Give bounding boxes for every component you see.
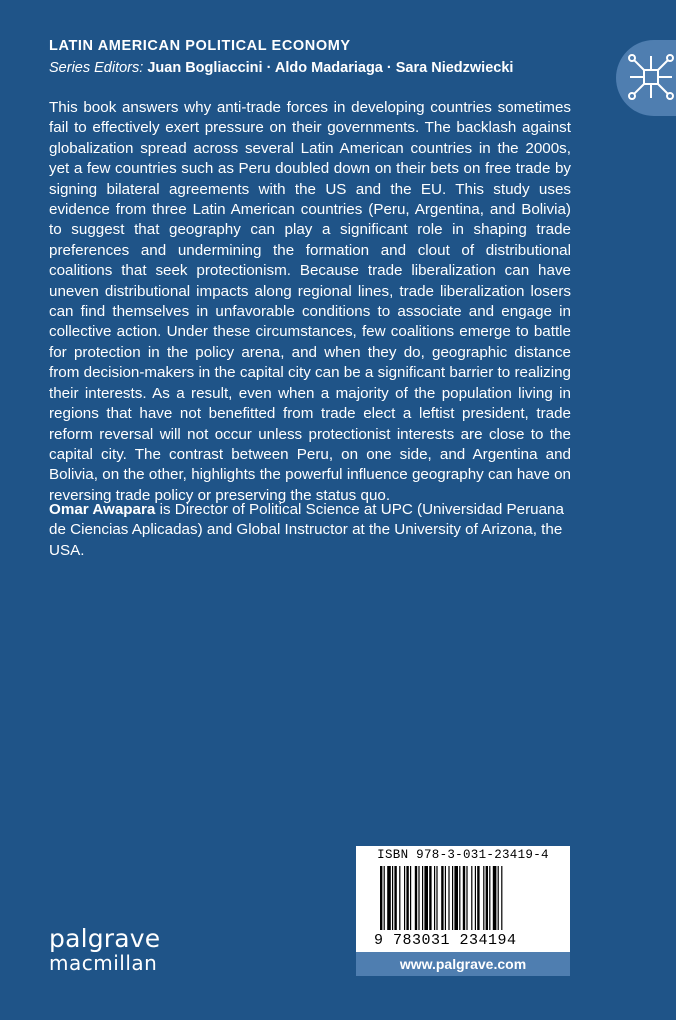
barcode-bar bbox=[445, 866, 446, 930]
barcode-bar bbox=[380, 866, 382, 930]
barcode-bar bbox=[384, 866, 385, 930]
barcode-bar bbox=[424, 866, 428, 930]
author-bio bbox=[49, 500, 577, 561]
barcode-bar bbox=[475, 866, 476, 930]
barcode-bar bbox=[434, 866, 435, 930]
publisher-logo bbox=[49, 926, 160, 974]
barcode-bar bbox=[483, 866, 484, 930]
barcode-bar bbox=[399, 866, 400, 930]
series-title: LATIN AMERICAN POLITICAL ECONOMY bbox=[49, 38, 351, 54]
barcode-bar bbox=[466, 866, 467, 930]
barcode-bar bbox=[415, 866, 417, 930]
barcode-bar bbox=[429, 866, 431, 930]
barcode-bar bbox=[410, 866, 411, 930]
barcode-bar bbox=[486, 866, 488, 930]
barcode-digits: 9 783031 234194 bbox=[374, 932, 517, 949]
series-editors-names: Juan Bogliaccini · Aldo Madariaga · Sara Niedzwiecki bbox=[147, 60, 514, 76]
barcode-bar bbox=[498, 866, 499, 930]
barcode-bar bbox=[477, 866, 479, 930]
barcode-bar bbox=[392, 866, 393, 930]
barcode-bar bbox=[452, 866, 453, 930]
barcode-bar bbox=[489, 866, 490, 930]
barcode-bar bbox=[459, 866, 460, 930]
barcode-bar bbox=[463, 866, 465, 930]
barcode-bar bbox=[493, 866, 497, 930]
barcode-bar bbox=[454, 866, 458, 930]
publisher-logo-line2: macmillan bbox=[49, 951, 158, 975]
barcode-bar bbox=[441, 866, 443, 930]
corner-badge bbox=[616, 40, 676, 116]
publisher-website[interactable] bbox=[356, 952, 570, 976]
barcode-bar bbox=[406, 866, 408, 930]
barcode-bar bbox=[501, 866, 502, 930]
barcode-bar bbox=[422, 866, 423, 930]
network-diagram-icon bbox=[624, 50, 676, 104]
series-editors bbox=[49, 60, 513, 76]
book-blurb: This book answers why anti-trade forces in developing countries sometimes fail to effectively exert pressure on their governments. The backlash against globalization spread across several Latin American countries in the 2000s, yet a few countries such as Peru doubled down on their bets on free trade by signing bilateral agreements with the US and the EU. This study uses evidence from three Latin American countries (Peru, Argentina, and Bolivia) to suggest that geography can play a significant role in shaping trade preferences and undermining the formation and clout of distributional coalitions that seek protectionism. Because trade liberalization can have uneven distributional impacts along regional lines, trade liberalization losers can find themselves in unfavorable conditions to associate and engage in collective action. Under these circumstances, few coalitions emerge to battle for protection in the policy arena, and when they do, geographic distance from decision-makers in the capital city can be a significant barrier to realizing their interests. As a result, even when a majority of the population living in regions that have not benefitted from trade elect a leftist president, trade reform reversal will not occur unless protectionist interests are close to the capital city. The contrast between Peru, on one side, and Argentina and Bolivia, on the other, highlights the powerful influence geography can have on reversing trade policy or preserving the status quo. bbox=[49, 99, 571, 504]
barcode bbox=[380, 866, 546, 930]
barcode-bar bbox=[418, 866, 419, 930]
barcode-bar bbox=[471, 866, 472, 930]
publisher-website-text: www.palgrave.com bbox=[399, 956, 527, 972]
barcode-bar bbox=[387, 866, 391, 930]
publisher-logo-line1: palgrave bbox=[49, 924, 161, 953]
barcode-bar bbox=[436, 866, 437, 930]
barcode-box bbox=[356, 846, 570, 952]
series-editors-label: Series Editors: bbox=[49, 60, 144, 76]
author-name: Omar Awapara bbox=[49, 501, 156, 518]
barcode-bar bbox=[394, 866, 396, 930]
barcode-bar bbox=[404, 866, 405, 930]
barcode-bar bbox=[448, 866, 449, 930]
isbn-label: ISBN 978-3-031-23419-4 bbox=[377, 848, 549, 862]
author-bio-text: is Director of Political Science at UPC (Universidad Peruana de Ciencias Aplicadas) and Global Instructor at the University of Arizona, the USA. bbox=[49, 501, 564, 559]
